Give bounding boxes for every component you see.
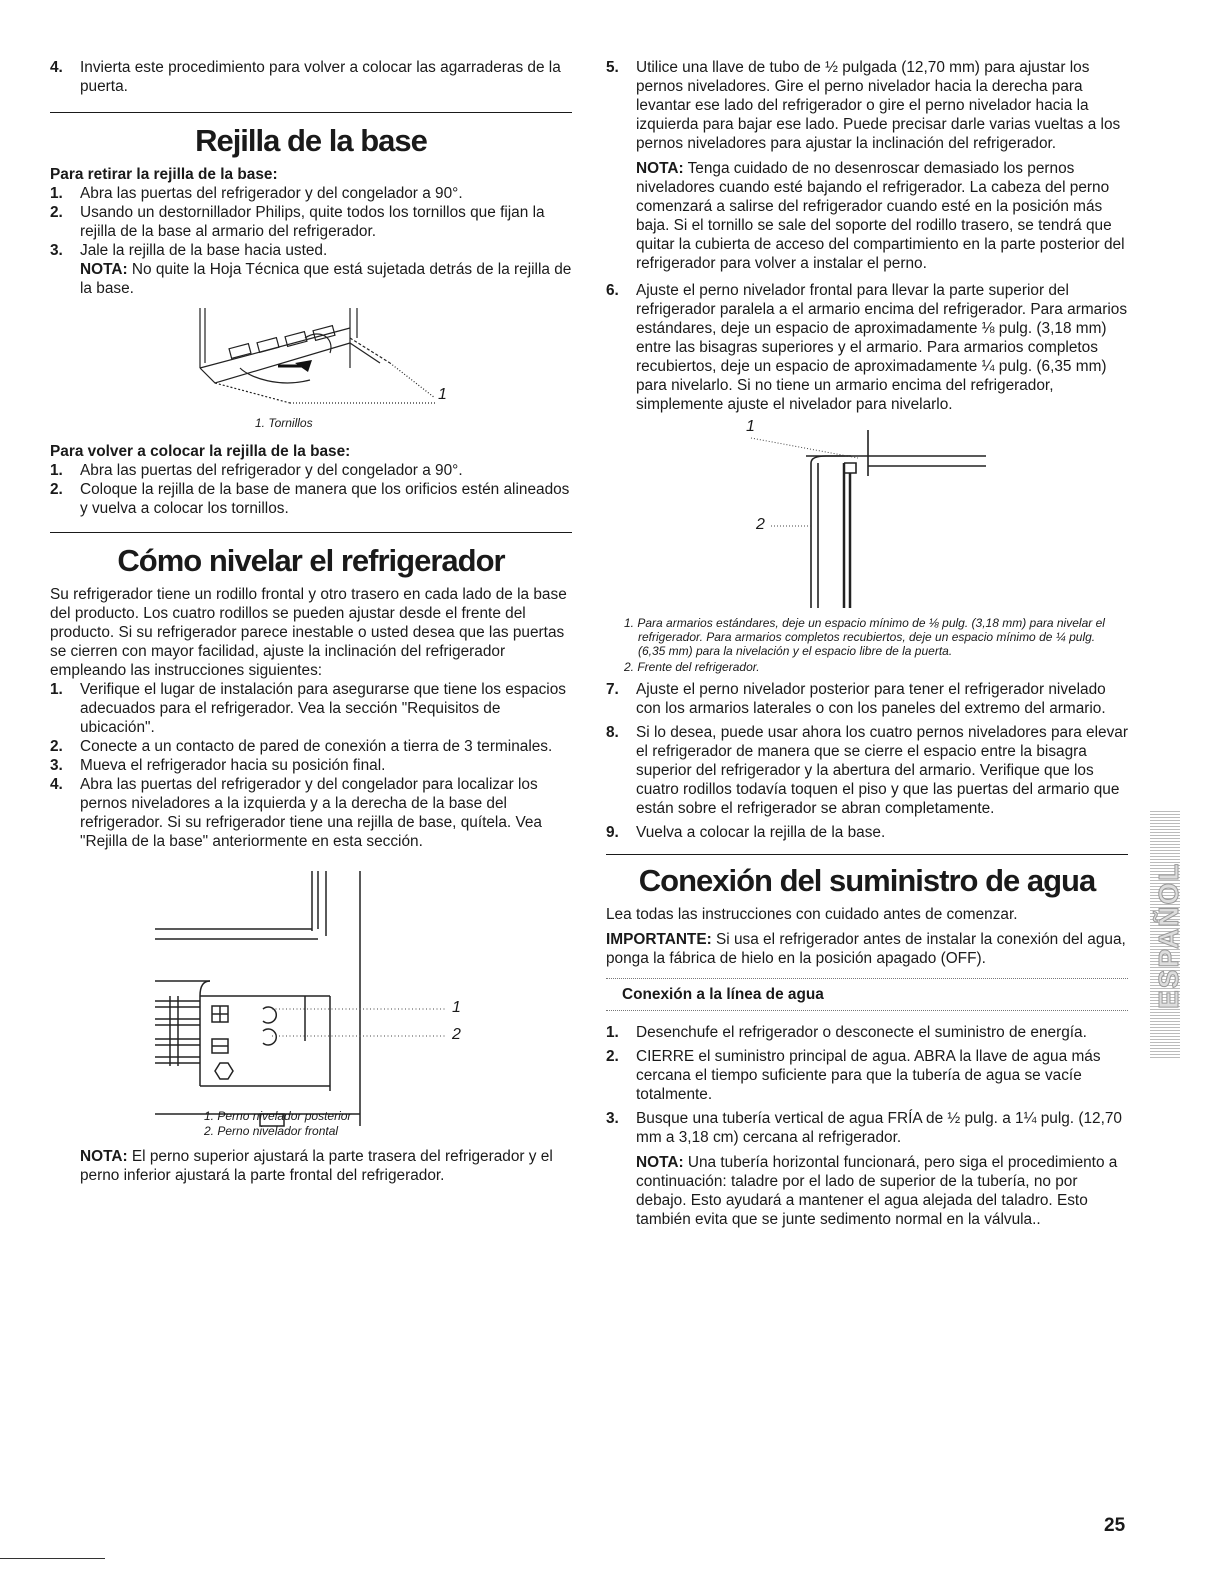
list-item: 4. Invierta este procedimiento para volver a colocar las agarraderas de la puerta.	[50, 59, 561, 95]
list-item: 6. Ajuste el perno nivelador frontal para llevar la parte superior del refrigerador paralela a el armario encima del refrigerador. Para armarios estándares, deje un espacio de aproximadamente ⅛ pulg. (3,18 mm) entre las bisagras superiores y el armario. Para armarios completos recubiertos, deje un espacio de aproximadamente ¼ pulg. (6,35 mm) para nivelarlo. Si no tiene un armario encima del refrigerador, simplemente ajuste el nivelador para nivelarlo.	[606, 282, 1128, 413]
left-column	[50, 58, 572, 1185]
water-line-steps	[606, 1023, 1128, 1147]
right-column	[606, 58, 1128, 1229]
list-item: 2. Coloque la rejilla de la base de manera que los orificios estén alineados y vuelva a colocar los tornillos.	[50, 481, 570, 517]
section-divider	[606, 854, 1128, 855]
section-title-water-supply: Conexión del suministro de agua	[638, 863, 1096, 898]
callout-1: 1	[438, 386, 447, 403]
callout-1: 1	[746, 418, 755, 435]
list-item: 2. CIERRE el suministro principal de agua. ABRA la llave de agua más cercana el tiempo suficiente para que la tubería de agua se vacíe totalmente.	[606, 1048, 1101, 1103]
leveling-intro: Su refrigerador tiene un rodillo frontal y otro trasero en cada lado de la base del producto. Los cuatro rodillos se pueden ajustar desde el frente del producto. Si su refrigerador parece inestable o usted desea que las puertas se cierren con mayor facilidad, ajuste la inclinación del refrigerador empleando las instrucciones siguientes:	[50, 586, 567, 679]
subsection-divider	[606, 1010, 1128, 1011]
list-item: 7. Ajuste el perno nivelador posterior para tener el refrigerador nivelado con los armarios laterales o con los paneles del extremo del armario.	[606, 681, 1106, 717]
leveling-steps-continued	[606, 680, 1128, 842]
callout-1: 1	[452, 999, 461, 1016]
callout-2: 2	[452, 1026, 461, 1043]
callout-2: 2	[756, 516, 765, 533]
subsection-divider	[606, 978, 1128, 979]
cabinet-gap-illustration	[606, 418, 1128, 618]
leveling-bolts-figure	[50, 871, 572, 1143]
base-grille-illustration	[50, 308, 572, 428]
figure-caption: 1. Tornillos	[255, 416, 313, 430]
list-item: 1. Verifique el lugar de instalación para asegurarse que tiene los espacios adecuados para el refrigerador. Vea la sección "Requisitos de ubicación".	[50, 681, 566, 736]
language-side-tab	[1150, 810, 1184, 1060]
base-grille-figure	[50, 308, 572, 428]
water-line-heading: Conexión a la línea de agua	[622, 986, 824, 1003]
leveling-bolts-illustration	[50, 871, 572, 1131]
replace-grille-steps	[50, 461, 572, 518]
section-title-leveling: Cómo nivelar el refrigerador	[117, 543, 505, 578]
figure-caption: 1. Para armarios estándares, deje un espacio mínimo de ⅛ pulg. (3,18 mm) para nivelar el refrigerador. Para armarios completos recubiertos, deje un espacio mínimo de ¼ pulg. (6,35 mm) para la nivelación y el espacio libre de la puerta.	[624, 616, 1105, 658]
list-item: 4. Abra las puertas del refrigerador y del congelador para localizar los pernos niveladores a la izquierda y a la derecha de la base del refrigerador. Si su refrigerador tiene una rejilla de base, quítela. Vea "Rejilla de la base" anteriormente en esta sección.	[50, 776, 542, 850]
note: NOTA: Una tubería horizontal funcionará, pero siga el procedimiento a continuación: taladre por el lado de superior de la tubería, no por debajo. Esto ayudará a mantener el agua alejada del taladro. Esto también evita que se junte sedimento normal en la válvula..	[636, 1154, 1118, 1228]
list-item: 5. Utilice una llave de tubo de ½ pulgada (12,70 mm) para ajustar los pernos niveladores. Gire el perno nivelador hacia la derecha para levantar ese lado del refrigerador o gire el perno nivelador hacia la izquierda para bajar ese lado. Puede precisar darle varias vueltas a los pernos niveladores para ajustar la inclinación del refrigerador.	[606, 59, 1121, 152]
water-intro: Lea todas las instrucciones con cuidado antes de comenzar.	[606, 906, 1018, 923]
list-item: 3. Busque una tubería vertical de agua FRÍA de ½ pulg. a 1¼ pulg. (12,70 mm a 3,18 cm) cercana al refrigerador.	[606, 1110, 1122, 1146]
language-tab-label: ESPAÑOL	[1153, 861, 1184, 1009]
footer-rule	[0, 1558, 105, 1559]
list-item: 3. Jale la rejilla de la base hacia usted.	[50, 242, 328, 259]
cabinet-gap-figure	[606, 418, 1128, 680]
important-note: IMPORTANTE: Si usa el refrigerador antes de instalar la conexión del agua, ponga la fábrica de hielo en la posición apagado (OFF).	[606, 931, 1126, 967]
section-divider	[50, 532, 572, 533]
section-title-base-grille: Rejilla de la base	[195, 123, 427, 158]
section-divider	[50, 112, 572, 113]
list-item: 8. Si lo desea, puede usar ahora los cuatro pernos niveladores para elevar el refrigerador de manera que se cierre el espacio entre la bisagra superior del refrigerador y la abertura del armario. Verifique que los cuatro rodillos todavía toquen el piso y que las puertas del armario que están sobre el refrigerador se abran completamente.	[606, 724, 1128, 817]
figure-caption: 1. Perno nivelador posterior	[204, 1109, 352, 1123]
list-item: 1. Abra las puertas del refrigerador y del congelador a 90°.	[50, 185, 463, 202]
list-item: 9. Vuelva a colocar la rejilla de la base.	[606, 824, 886, 841]
list-item: 2. Usando un destornillador Philips, quite todos los tornillos que fijan la rejilla de la base al armario del refrigerador.	[50, 204, 545, 240]
note: NOTA: Tenga cuidado de no desenroscar demasiado los pernos niveladores cuando esté bajando el refrigerador. La cabeza del perno comenzará a salirse del refrigerador cuando esté en la posición más baja. Si el tornillo se sale del soporte del rodillo trasero, se tendrá que quitar la cubierta de acceso del compartimiento en la parte posterior del refrigerador para volver a instalar el perno.	[636, 160, 1125, 272]
remove-grille-steps	[50, 184, 572, 260]
list-item: 3. Mueva el refrigerador hacia su posición final.	[50, 757, 386, 774]
leveling-steps	[50, 680, 572, 851]
remove-grille-heading: Para retirar la rejilla de la base:	[50, 166, 278, 183]
page-number: 25	[1104, 1515, 1126, 1536]
note: NOTA: No quite la Hoja Técnica que está sujetada detrás de la rejilla de la base.	[80, 261, 572, 297]
list-item: 1. Abra las puertas del refrigerador y del congelador a 90°.	[50, 462, 463, 479]
replace-grille-heading: Para volver a colocar la rejilla de la base:	[50, 443, 351, 460]
figure-caption: 2. Frente del refrigerador.	[624, 660, 760, 674]
note: NOTA: El perno superior ajustará la parte trasera del refrigerador y el perno inferior ajustará la parte frontal del refrigerador.	[80, 1148, 553, 1184]
figure-caption: 2. Perno nivelador frontal	[204, 1124, 339, 1138]
list-item: 2. Conecte a un contacto de pared de conexión a tierra de 3 terminales.	[50, 738, 553, 755]
list-item: 1. Desenchufe el refrigerador o desconecte el suministro de energía.	[606, 1024, 1087, 1041]
